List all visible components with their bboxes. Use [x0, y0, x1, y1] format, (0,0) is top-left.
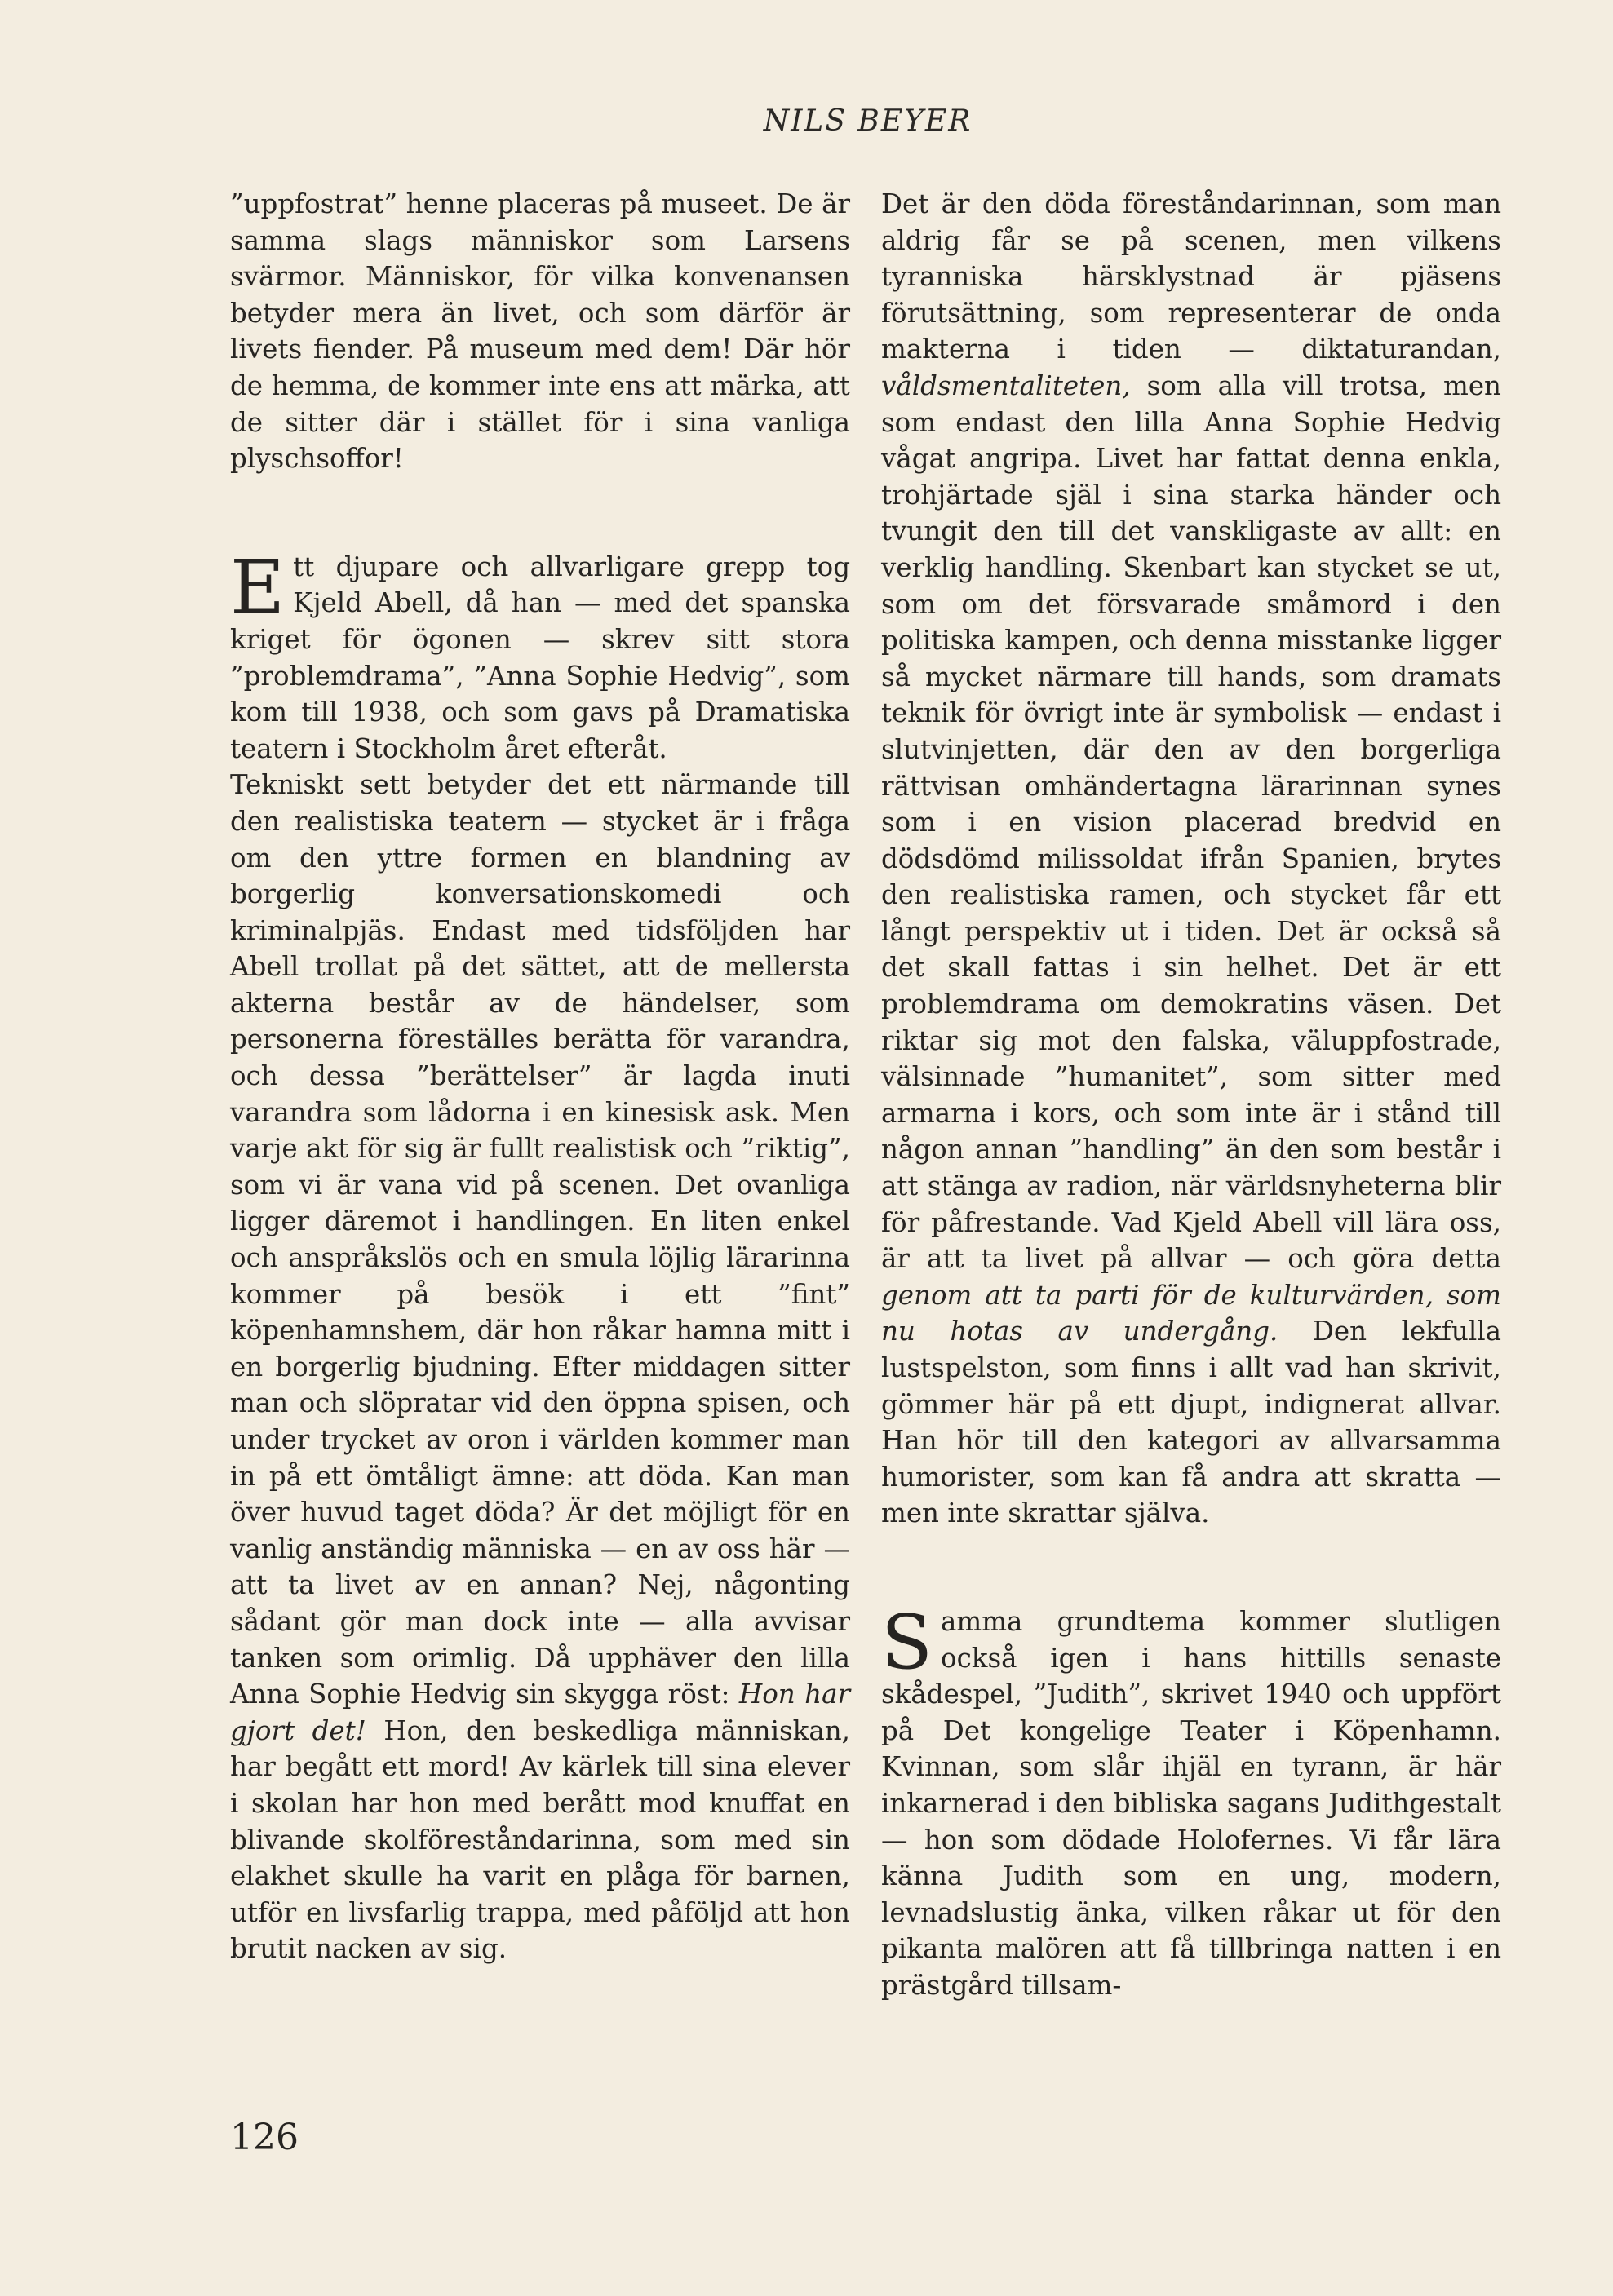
section-break — [881, 1532, 1501, 1604]
right-column — [881, 186, 1501, 2004]
section-break — [230, 477, 850, 549]
drop-cap: E — [230, 543, 286, 631]
right-section-paragraph — [881, 1598, 1501, 2004]
right-paragraph-1-b: som alla vill trotsa, men som endast den lilla Anna Sophie Hedvig vågat angripa. Livet har fattat denna enkla, trohjärtade själ i sina starka händer och tvungit den till det vanskligaste av allt: en verklig handling. Skenbart kan stycket se ut, som om det försvarade småmord i den politiska kampen, och denna misstanke ligger så mycket närmare till hands, som dramats teknik för övrigt inte är symbolisk — endast i slutvinjetten, där den av den borgerliga rättvisan omhändertagna lärarinnan synes som i en vision placerad bredvid en dödsdömd milissoldat ifrån Spanien, brytes den realistiska ramen, och stycket får ett långt perspektiv ut i tiden. Det är också så det skall fattas i sin helhet. Det är ett problemdrama om demokratins väsen. Det riktar sig mot den falska, väluppfostrade, välsinnade ”humanitet”, som sitter med armarna i kors, och som inte är i stånd till någon annan ”handling” än den som består i att stänga av radion, när världsnyheterna blir för påfrestande. Vad Kjeld Abell vill lära oss, är att ta livet på allvar — och göra detta — [881, 369, 1501, 1275]
drop-cap: S — [881, 1598, 933, 1686]
right-paragraph-1 — [881, 186, 1501, 1532]
left-section-paragraph — [230, 543, 850, 768]
right-paragraph-1-italic-1: våldsmentaliteten, — [881, 369, 1131, 401]
right-paragraph-1-italic-2: genom att ta parti för de kulturvärden, som nu hotas av undergång. — [881, 1279, 1501, 1347]
left-paragraph-1: ”uppfostrat” henne placeras på museet. De är samma slags människor som Larsens svärmor. Människor, för vilka konvenansen betyder mera än livet, och som därför är livets fiender. På museum med dem! Där hör de hemma, de kommer inte ens att märka, att de sitter där i stället för i sina vanliga plyschsoffor! — [230, 188, 850, 475]
left-paragraph-3-italic: Hon har gjort det! — [230, 1679, 850, 1746]
left-paragraph-3 — [230, 767, 850, 1967]
right-section-text: amma grundtema kommer slutligen också igen i hans hittills senaste skådespel, ”Judith”, skrivet 1940 och uppfört på Det kongelige Teater i Köpenhamn. Kvinnan, som slår ihjäl en tyrann, är här inkarnerad i den bibliska sagans Judithgestalt — hon som dödade Holofernes. Vi får lära känna Judith som en ung, modern, levnadslustig änka, vilken råkar ut för den pikanta malören att få tillbringa natten i en prästgård tillsam- — [881, 1605, 1501, 2001]
running-header: NILS BEYER — [763, 104, 973, 138]
page-number: 126 — [230, 2117, 299, 2158]
left-paragraph-3-start: Tekniskt sett betyder det ett närmande till den realistiska teatern — stycket är i fråga om den yttre formen en blandning av borgerlig konversationskomedi och kriminalpjäs. Endast med tidsföljden har Abell trollat på det sättet, att de mellersta akterna består av de händelser, som personerna föreställes berätta för varandra, och dessa ”berättelser” är lagda inuti varandra som lådorna i en kinesisk ask. Men varje akt för sig är fullt realistisk och ”riktig”, som vi är vana vid på scenen. Det ovanliga ligger däremot i handlingen. En liten enkel och anspråkslös och en smula löjlig lärarinna kommer på besök i ett ”fint” köpenhamnshem, där hon råkar hamna mitt i en borgerlig bjudning. Efter middagen sitter man och slöpratar vid den öppna spisen, och under trycket av oron i världen kommer man in på ett ömtåligt ämne: att döda. Kan man över huvud taget döda? Är det möjligt för en vanlig anständig människa — en av oss här — att ta livet av en annan? Nej, någonting sådant gör man dock inte — alla avvisar tanken som orimlig. Då upphäver den lilla Anna Sophie Hedvig sin skygga röst: — [230, 769, 850, 1710]
left-section-text: tt djupare och allvarligare grepp tog Kjeld Abell, då han — med det spanska kriget för ögonen — skrev sitt stora ”problemdrama”, ”Anna Sophie Hedvig”, som kom till 1938, och som gavs på Dramatiska teatern i Stockholm året efteråt. — [230, 551, 850, 764]
right-paragraph-1-c: Den lekfulla lustspelston, som finns i allt vad han skrivit, gömmer här på ett djupt, indignerat allvar. Han hör till den kategori av allvarsamma humorister, som kan få andra att skratta — men inte skrattar själva. — [881, 1316, 1501, 1529]
left-column — [230, 186, 850, 1967]
right-paragraph-1-a: Det är den döda föreståndarinnan, som man aldrig får se på scenen, men vilkens tyranniska härsklystnad är pjäsens förutsättning, som representerar de onda makterna i tiden — diktaturandan, — [881, 188, 1501, 365]
left-paragraph-3-end: Hon, den beskedliga människan, har begått ett mord! Av kärlek till sina elever i skolan har hon med berått mod knuffat en blivande skolföreståndarinna, som med sin elakhet skulle ha varit en plåga för barnen, utför en livsfarlig trappa, med påföljd att hon brutit nacken av sig. — [230, 1714, 850, 1965]
